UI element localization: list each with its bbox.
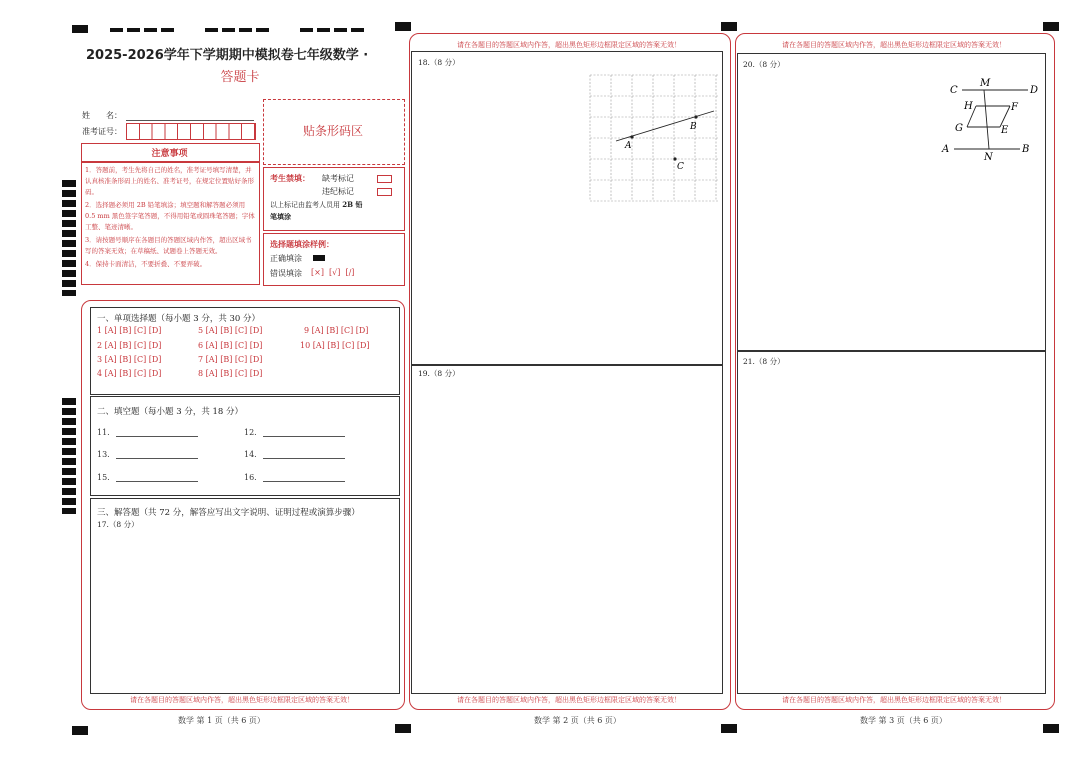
label-f: F <box>1011 102 1018 113</box>
notice-item: 4．保持卡面清洁，不要折叠、不要弄破。 <box>85 260 207 268</box>
choice-row[interactable]: 7 [A] [B] [C] [D] <box>198 355 263 364</box>
timing-mark <box>72 25 88 33</box>
forbidden-note-a: 以上标记由监考人员用 <box>270 201 340 209</box>
answer-line[interactable] <box>263 428 345 437</box>
section-solve-title: 三、解答题（共 72 分，解答应写出文字说明、证明过程或演算步骤） <box>97 508 360 518</box>
choice-row[interactable]: 2 [A] [B] [C] [D] <box>97 341 162 350</box>
choice-row[interactable]: 3 [A] [B] [C] [D] <box>97 355 162 364</box>
wrong-label: 错误填涂 <box>270 269 302 278</box>
label-g: G <box>955 123 963 134</box>
timing-mark <box>110 28 176 32</box>
timing-mark <box>300 28 366 32</box>
side-timing-marks <box>62 398 76 514</box>
q17-label: 17.（8 分） <box>97 520 139 529</box>
violation-label: 违纪标记 <box>322 187 354 196</box>
point-a <box>630 135 633 138</box>
choice-row[interactable]: 4 [A] [B] [C] [D] <box>97 369 162 378</box>
choice-row[interactable]: 5 [A] [B] [C] [D] <box>198 326 263 335</box>
absent-label: 缺考标记 <box>322 174 354 183</box>
warning-text: 请在各题目的答题区域内作答，超出黑色矩形边框限定区域的答案无效！ <box>130 696 354 704</box>
answer-line[interactable] <box>116 450 198 459</box>
label-c: C <box>677 162 684 172</box>
fill-label: 16. <box>244 473 257 482</box>
fill-blank-11[interactable] <box>97 428 198 437</box>
label-d: D <box>1030 85 1039 96</box>
q20-label: 20.（8 分） <box>743 60 785 69</box>
q19-box[interactable] <box>411 364 723 694</box>
warning-text: 请在各题目的答题区域内作答，超出黑色矩形边框限定区域的答案无效！ <box>457 41 681 49</box>
side-timing-marks <box>62 180 76 296</box>
timing-mark <box>721 724 737 733</box>
page-footer: 数学 第 2 页（共 6 页） <box>534 716 621 725</box>
fill-label: 15. <box>97 473 110 482</box>
forbidden-note <box>270 199 400 223</box>
name-field[interactable] <box>126 120 254 121</box>
fill-blank-14[interactable] <box>244 450 345 459</box>
section-fill-title: 二、填空题（每小题 3 分，共 18 分） <box>97 407 244 417</box>
notice-item: 1．答题前，考生先将自己的姓名，准考证号填写清楚，并认真核准条形码上的姓名、准考证号，在规定位置贴好条形码。 <box>85 166 254 196</box>
label-b: B <box>690 122 697 132</box>
section-choice-title: 一、单项选择题（每小题 3 分，共 30 分） <box>97 314 261 324</box>
answer-line[interactable] <box>116 473 198 482</box>
q21-box[interactable] <box>737 350 1046 694</box>
label-n: N <box>984 152 993 163</box>
choice-row[interactable]: 1 [A] [B] [C] [D] <box>97 326 162 335</box>
fill-blank-15[interactable] <box>97 473 198 482</box>
fill-label: 14. <box>244 450 257 459</box>
choice-row[interactable]: 8 [A] [B] [C] [D] <box>198 369 263 378</box>
page-subtitle: 答题卡 <box>220 70 260 85</box>
forbidden-note-b: 2B 铅 <box>342 200 363 209</box>
line-fe <box>1000 106 1010 127</box>
page-title: 2025-2026学年下学期期中模拟卷七年级数学 · <box>86 48 369 63</box>
timing-mark <box>1043 724 1059 733</box>
exam-id-boxes[interactable] <box>126 123 256 140</box>
filled-mark-icon <box>313 255 325 261</box>
label-a: A <box>942 144 950 155</box>
choice-row[interactable]: 6 [A] [B] [C] [D] <box>198 341 263 350</box>
id-label: 准考证号： <box>82 127 122 136</box>
barcode-label: 贴条形码区 <box>302 124 363 138</box>
fill-blank-13[interactable] <box>97 450 198 459</box>
q19-label: 19.（8 分） <box>418 369 460 378</box>
label-e: E <box>1001 125 1009 136</box>
answer-line[interactable] <box>116 428 198 437</box>
label-m: M <box>980 78 991 89</box>
notice-item: 3．请按题号顺序在各题目的答题区域内作答，超出区域书写的答案无效；在草稿纸、试题卷上答题无效。 <box>85 236 252 255</box>
grid-figure <box>589 74 719 202</box>
warning-text: 请在各题目的答题区域内作答，超出黑色矩形边框限定区域的答案无效！ <box>782 696 1006 704</box>
warning-text: 请在各题目的答题区域内作答，超出黑色矩形边框限定区域的答案无效！ <box>457 696 681 704</box>
label-a: A <box>625 141 632 151</box>
timing-mark <box>1043 22 1059 31</box>
page-footer: 数学 第 1 页（共 6 页） <box>178 716 265 725</box>
q21-label: 21.（8 分） <box>743 357 785 366</box>
absent-checkbox[interactable] <box>377 175 392 183</box>
timing-mark <box>395 22 411 31</box>
answer-line[interactable] <box>263 473 345 482</box>
fill-blank-12[interactable] <box>244 428 345 437</box>
sample-title: 选择题填涂样例： <box>270 239 334 249</box>
fill-blank-16[interactable] <box>244 473 345 482</box>
choice-row[interactable]: 10 [A] [B] [C] [D] <box>300 341 370 350</box>
answer-line[interactable] <box>263 450 345 459</box>
grid-lines <box>590 75 718 201</box>
fill-label: 11. <box>97 428 110 437</box>
timing-mark <box>205 28 271 32</box>
timing-mark <box>721 22 737 31</box>
timing-mark <box>395 724 411 733</box>
timing-mark <box>72 726 88 735</box>
label-h: H <box>964 101 973 112</box>
fill-label: 13. <box>97 450 110 459</box>
label-c: C <box>950 85 958 96</box>
parallel-lines-figure <box>940 76 1045 164</box>
q18-label: 18.（8 分） <box>418 58 460 67</box>
fill-label: 12. <box>244 428 257 437</box>
forbidden-title: 考生禁填： <box>270 173 310 183</box>
forbidden-note-c: 笔填涂 <box>270 212 291 221</box>
line-mn <box>984 90 989 149</box>
notice-title: 注意事项 <box>151 149 188 159</box>
notice-list <box>85 165 255 272</box>
point-b <box>694 115 697 118</box>
warning-text: 请在各题目的答题区域内作答，超出黑色矩形边框限定区域的答案无效！ <box>782 41 1006 49</box>
correct-label: 正确填涂 <box>270 254 302 263</box>
choice-row[interactable]: 9 [A] [B] [C] [D] <box>304 326 369 335</box>
notice-item: 2．选择题必须用 2B 铅笔填涂；填空题和解答题必须用 0.5 mm 黑色签字笔答题，不得用铅笔或圆珠笔答题；字体工整、笔迹清晰。 <box>85 201 255 231</box>
wrong-marks: [×] [√] [/] <box>311 268 355 277</box>
page-footer: 数学 第 3 页（共 6 页） <box>860 716 947 725</box>
point-c <box>673 157 676 160</box>
name-label: 姓 名： <box>82 111 122 120</box>
violation-checkbox[interactable] <box>377 188 392 196</box>
label-b: B <box>1022 144 1030 155</box>
